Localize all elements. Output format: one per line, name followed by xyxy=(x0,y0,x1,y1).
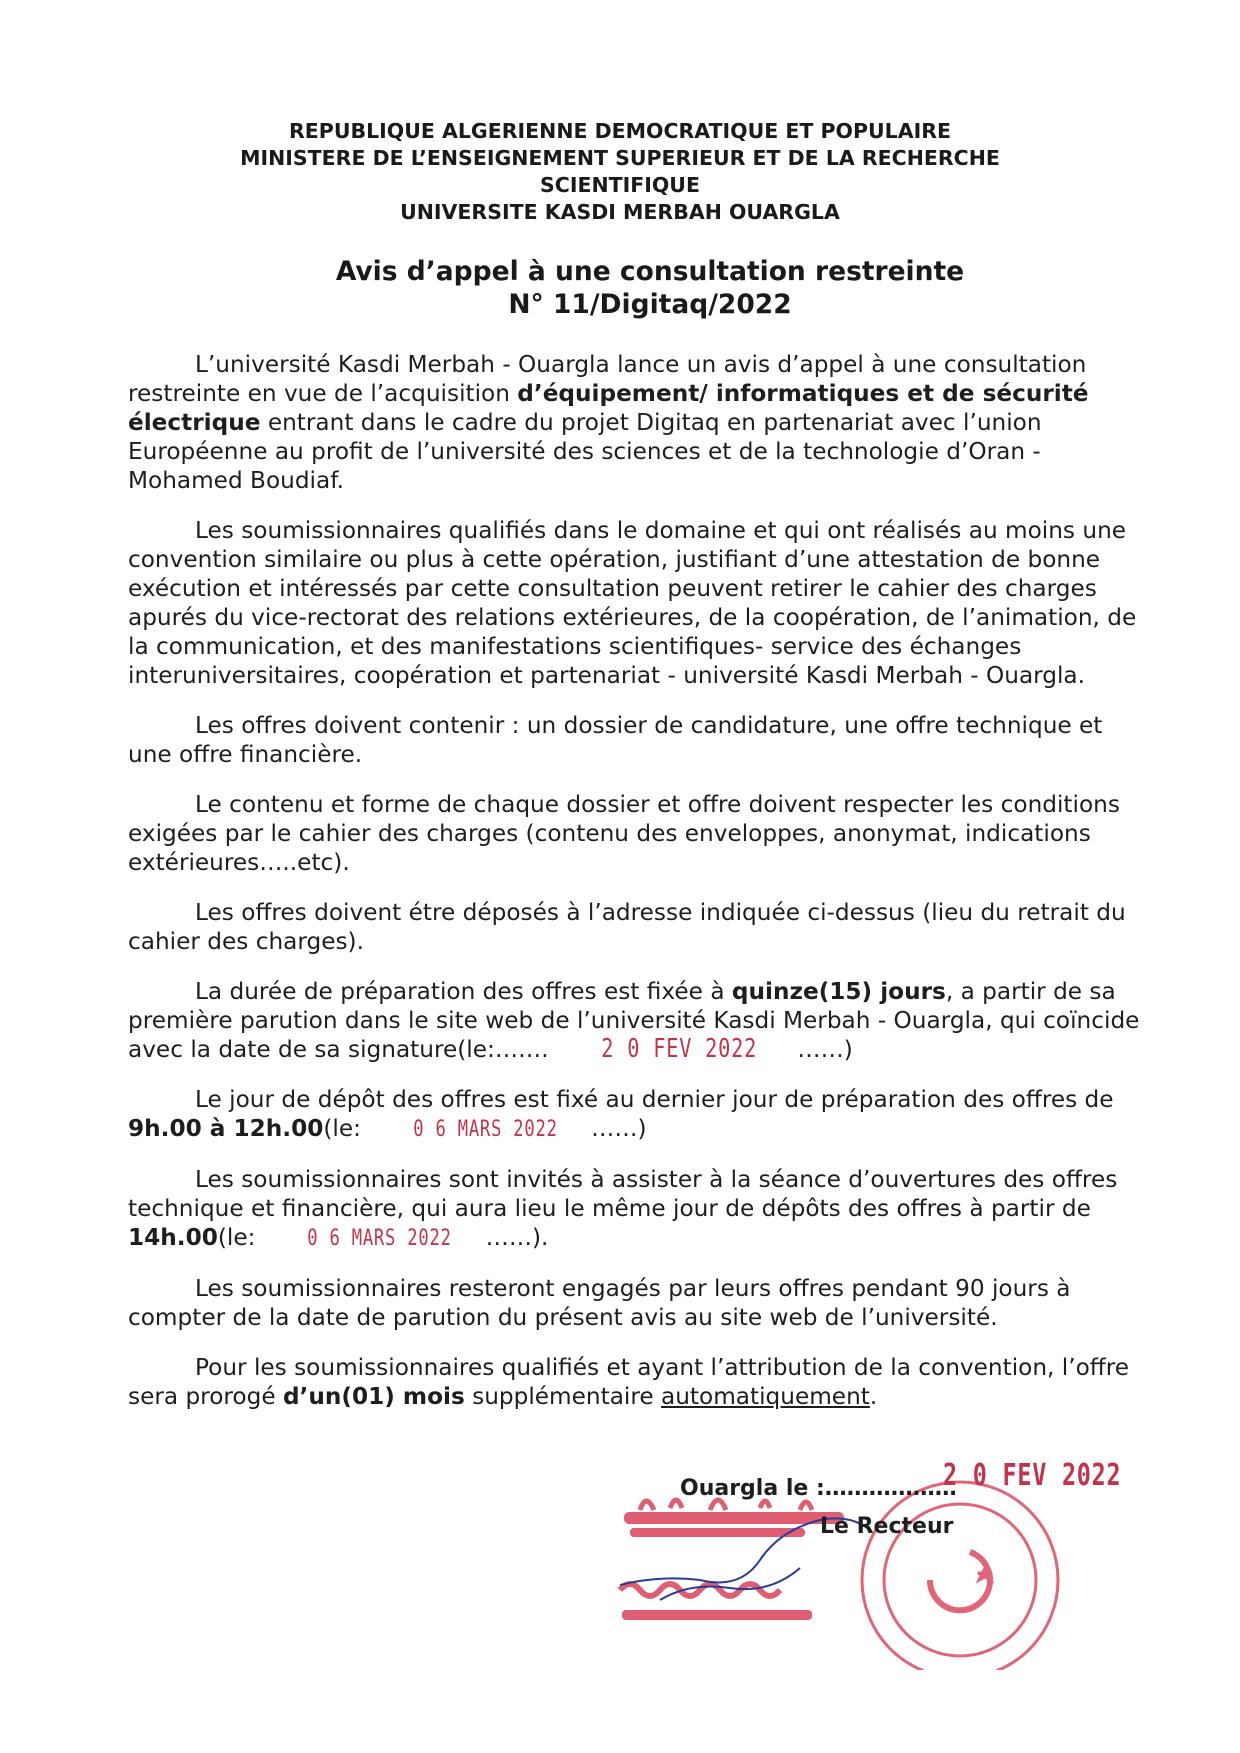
p8-dots: ……). xyxy=(485,1224,549,1251)
p7-text: Le jour de dépôt des offres est fixé au dernier jour de préparation des offres de xyxy=(195,1086,1114,1113)
place-label: Ouargla le : xyxy=(680,1476,825,1501)
p1-bold: d’équipement/ informatiques et de sécurité électrique xyxy=(128,380,1089,436)
document-header xyxy=(0,118,1240,226)
header-ministry: MINISTERE DE L’ENSEIGNEMENT SUPERIEUR ET DE LA RECHERCHE xyxy=(240,146,1000,170)
p6-text: La durée de préparation des offres est fixée à xyxy=(195,978,732,1005)
p7-text-end: (le: xyxy=(323,1115,361,1142)
paragraph-7 xyxy=(128,1085,1148,1144)
p6-text-end: , a partir de sa première parution dans le site web de l’université Kasdi Merbah - Ouargla, qui coïncide avec la date de sa signature(le: xyxy=(128,978,1140,1063)
p8-text-end: (le: xyxy=(217,1224,256,1251)
title-reference: N° 11/Digitaq/2022 xyxy=(508,289,792,320)
p6-dots: ……. xyxy=(494,1036,549,1063)
p10-text: Pour les soumissionnaires qualifiés et ayant l’attribution de la convention, l’offre sera prorogé xyxy=(128,1354,1130,1410)
paragraph-2: Les soumissionnaires qualifiés dans le domaine et qui ont réalisés au moins une convention similaire ou plus à cette opération, justifiant d’une attestation de bonne exécution et intéressés par cette consultation peuvent retirer le cahier des charges apurés du vice-rectorat des relations extérieures, de la coopération, de l’animation, de la communication, et des manifestations scientifiques- service des échanges interuniversitaires, coopération et partenariat - université Kasdi Merbah - Ouargla. xyxy=(128,517,1137,689)
place-dots: ……………… xyxy=(824,1476,957,1501)
header-university: UNIVERSITE KASDI MERBAH OUARGLA xyxy=(400,200,840,224)
date-stamp: 0 6 MARS 2022 xyxy=(307,1226,453,1251)
paragraph-10 xyxy=(128,1353,1148,1411)
signatory-title: Le Recteur xyxy=(820,1514,954,1539)
paragraph-8 xyxy=(128,1165,1148,1253)
paragraph-9: Les soumissionnaires resteront engagés par leurs offres pendant 90 jours à compter de la date de parution du présent avis au site web de l’université. xyxy=(128,1275,1071,1331)
p10-underlined: automatiquement xyxy=(661,1383,870,1410)
signature-date-stamp: 2 0 FEV 2022 xyxy=(942,1458,1122,1493)
p10-text-end: . xyxy=(869,1383,878,1410)
header-ministry-cont: SCIENTIFIQUE xyxy=(540,173,700,197)
title-line1: Avis d’appel à une consultation restreinte xyxy=(335,256,965,287)
paragraph-6 xyxy=(128,977,1148,1064)
p6-dots-end: ……) xyxy=(797,1036,853,1063)
p1-text: L’université Kasdi Merbah - Ouargla lance un avis d’appel à une consultation restreinte en vue de l’acquisition xyxy=(128,351,1087,407)
p8-text: Les soumissionnaires sont invités à assister à la séance d’ouvertures des offres technique et financière, qui aura lieu le même jour de dépôts des offres à partir de xyxy=(128,1166,1118,1222)
p10-bold: d’un(01) mois xyxy=(282,1383,465,1410)
p7-dots: ……) xyxy=(591,1115,647,1142)
header-republic: REPUBLIQUE ALGERIENNE DEMOCRATIQUE ET POPULAIRE xyxy=(289,119,951,143)
p8-bold: 14h.00 xyxy=(128,1224,218,1251)
notice-body xyxy=(128,350,1148,1432)
paragraph-5: Les offres doivent étre déposés à l’adresse indiquée ci-dessus (lieu du retrait du cahier des charges). xyxy=(128,899,1126,955)
paragraph-1 xyxy=(128,350,1148,495)
p6-bold: quinze(15) jours xyxy=(731,978,946,1005)
signature-place-date xyxy=(680,1458,1154,1503)
paragraph-3: Les offres doivent contenir : un dossier de candidature, une offre technique et une offre financière. xyxy=(128,712,1103,768)
date-stamp: 2 0 FEV 2022 xyxy=(600,1034,757,1064)
document-title xyxy=(0,255,1240,321)
paragraph-4: Le contenu et forme de chaque dossier et offre doivent respecter les conditions exigées par le cahier des charges (contenu des enveloppes, anonymat, indications extérieures…..etc). xyxy=(128,791,1120,876)
p10-text-mid: supplémentaire xyxy=(464,1383,662,1410)
date-stamp: 0 6 MARS 2022 xyxy=(413,1117,558,1142)
p1-text-end: entrant dans le cadre du projet Digitaq en partenariat avec l’union Européenne au profit de l’université des sciences et de la technologie d’Oran - Mohamed Boudiaf. xyxy=(128,409,1042,494)
p7-bold: 9h.00 à 12h.00 xyxy=(128,1115,324,1142)
